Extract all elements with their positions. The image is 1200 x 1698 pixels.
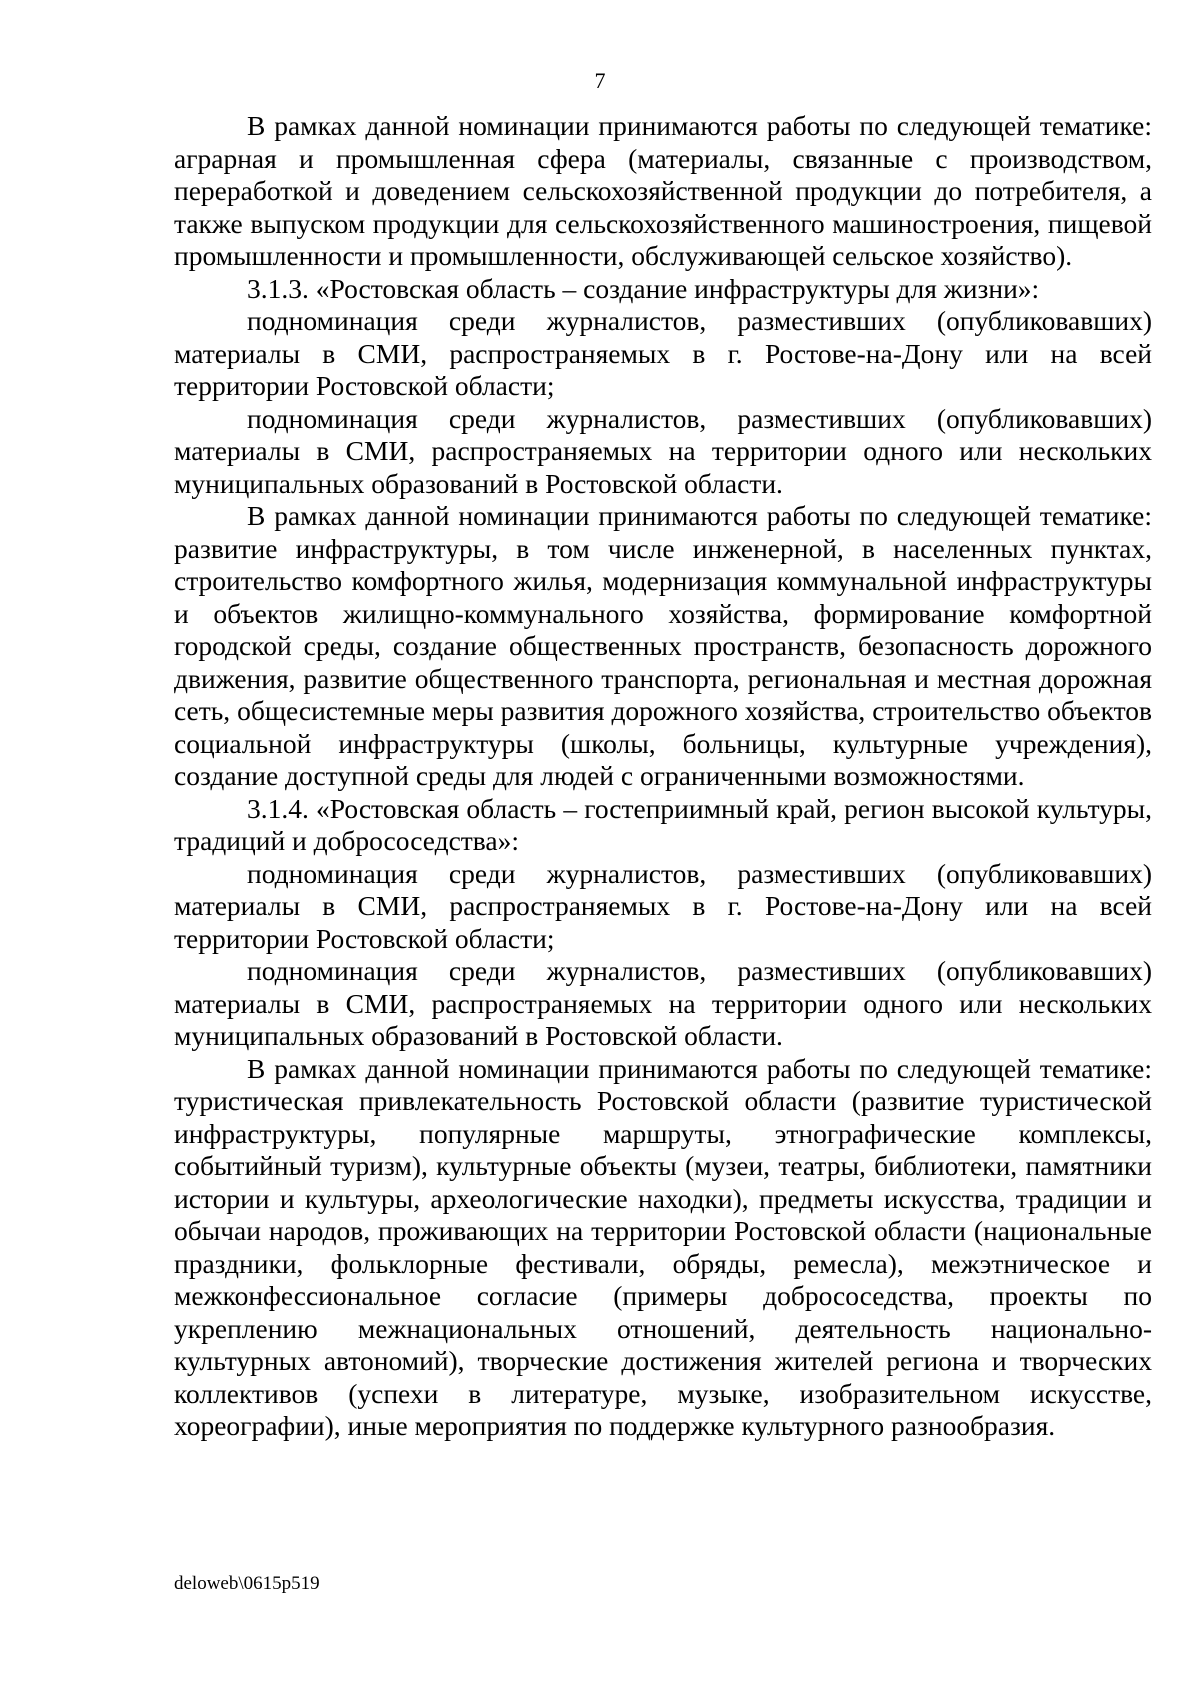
subnomination-regional: подноминация среди журналистов, разместивших (опубликовавших) материалы в СМИ, распространяемых в г. Ростове-на-Дону или на всей территории Ростовской области; [174,305,1152,401]
subnomination-regional: подноминация среди журналистов, разместивших (опубликовавших) материалы в СМИ, распространяемых в г. Ростове-на-Дону или на всей территории Ростовской области; [174,857,1152,954]
document-body [174,110,1152,1443]
paragraph-culture-theme: В рамках данной номинации принимаются работы по следующей тематике: туристическая привлекательность Ростовской области (развитие туристической инфраструктуры, популярные маршруты, этнографические комплексы, событийный туризм), культурные объекты (музеи, театры, библиотеки, памятники истории и культуры, археологические находки), предметы искусства, традиции и обычаи народов, проживающих на территории Ростовской области (национальные праздники, фольклорные фестивали, обряды, ремесла), межэтническое и межконфессиональное согласие (примеры добрососедства, проекты по укреплению межнациональных отношений, деятельность национально-культурных автономий), творческие достижения жителей региона и творческих коллективов (успехи в литературе, музыке, изобразительном искусстве, хореографии), иные мероприятия по поддержке культурного разнообразия. [174,1052,1152,1441]
subnomination-municipal: подноминация среди журналистов, разместивших (опубликовавших) материалы в СМИ, распространяемых на территории одного или нескольких муниципальных образований в Ростовской области. [174,402,1152,499]
section-heading-3-1-3: 3.1.3. «Ростовская область – создание инфраструктуры для жизни»: [247,272,1040,304]
footer-document-code: deloweb\0615p519 [174,1573,320,1594]
page-number: 7 [594,68,606,93]
paragraph-infrastructure-theme: В рамках данной номинации принимаются работы по следующей тематике: развитие инфраструктуры, в том числе инженерной, в населенных пунктах, строительство комфортного жилья, модернизация коммунальной инфраструктуры и объектов жилищно-коммунального хозяйства, формирование комфортной городской среды, создание общественных пространств, безопасность дорожного движения, развитие общественного транспорта, региональная и местная дорожная сеть, общесистемные меры развития дорожного хозяйства, строительство объектов социальной инфраструктуры (школы, больницы, культурные учреждения), создание доступной среды для людей с ограниченными возможностями. [174,500,1152,791]
section-heading-3-1-4: 3.1.4. «Ростовская область – гостеприимный край, регион высокой культуры, традиций и добрососедства»: [174,792,1152,856]
paragraph-agrarian-theme: В рамках данной номинации принимаются работы по следующей тематике: аграрная и промышленная сфера (материалы, связанные с производством, переработкой и доведением сельскохозяйственной продукции до потребителя, а также выпуском продукции для сельскохозяйственного машиностроения, пищевой промышленности и промышленности, обслуживающей сельское хозяйство). [174,110,1152,271]
subnomination-municipal: подноминация среди журналистов, разместивших (опубликовавших) материалы в СМИ, распространяемых на территории одного или нескольких муниципальных образований в Ростовской области. [174,955,1152,1051]
